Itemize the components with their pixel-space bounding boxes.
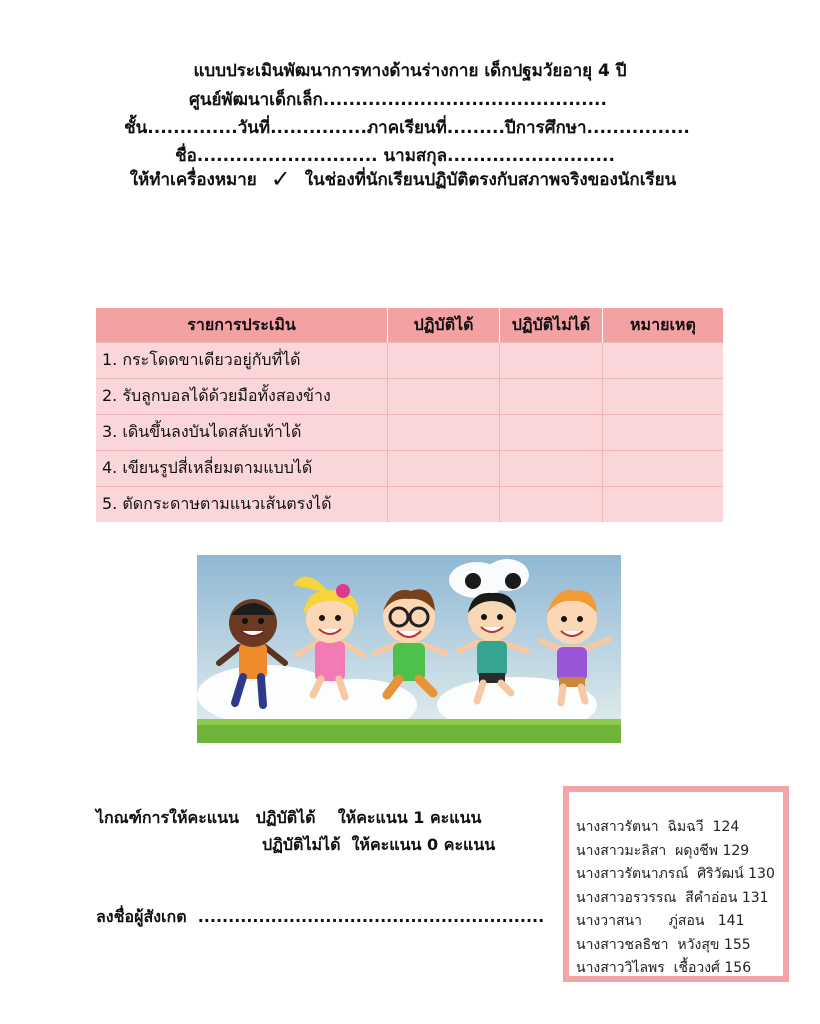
item-cell: 1. กระโดดขาเดียวอยู่กับที่ได้ <box>96 343 388 379</box>
item-cell: 2. รับลูกบอลได้ด้วยมือทั้งสองข้าง <box>96 379 388 415</box>
remark-cell[interactable] <box>602 379 723 415</box>
jumping-children-illustration <box>197 555 621 743</box>
author-name: นางสาวรัตนา ฉิมฉวี 124 <box>576 819 740 835</box>
remark-cell[interactable] <box>602 343 723 379</box>
assessment-table <box>96 308 723 522</box>
item-cell: 4. เขียนรูปสี่เหลี่ยมตามแบบได้ <box>96 451 388 487</box>
center-line-text: ศูนย์พัฒนาเด็กเล็ก............................................ <box>189 90 607 110</box>
can-do-cell[interactable] <box>388 415 500 451</box>
remark-cell[interactable] <box>602 487 723 523</box>
author-name: นางสาวชลธิชา หวังสุข 155 <box>576 936 751 953</box>
form-title-text: แบบประเมินพัฒนาการทางด้านร่างกาย เด็กปฐมวัยอายุ 4 ปี <box>193 61 627 81</box>
header-can-do: ปฏิบัติได้ <box>388 308 500 343</box>
student-name-line <box>0 145 805 167</box>
table-header-row <box>96 308 723 343</box>
item-cell: 5. ตัดกระดาษตามแนวเส้นตรงได้ <box>96 487 388 523</box>
can-do-cell[interactable] <box>388 379 500 415</box>
center-line <box>0 89 808 111</box>
table-row <box>96 451 723 487</box>
cannot-do-cell[interactable] <box>500 343 603 379</box>
table-row <box>96 415 723 451</box>
cannot-do-cell[interactable] <box>500 379 603 415</box>
can-do-cell[interactable] <box>388 487 500 523</box>
instruction-before: ให้ทำเครื่องหมาย <box>129 170 257 190</box>
remark-cell[interactable] <box>602 415 723 451</box>
class-date-text: ชั้น..............วันที่...............ภาคเรียนที่.........ปีการศึกษา................ <box>124 118 690 138</box>
checkmark-icon: ✓ <box>270 165 291 193</box>
header-remark: หมายเหตุ <box>602 308 723 343</box>
instruction-line <box>0 165 813 193</box>
authors-box <box>563 786 789 982</box>
can-do-cell[interactable] <box>388 451 500 487</box>
header-cannot-do: ปฏิบัติไม่ได้ <box>500 308 603 343</box>
cannot-do-cell[interactable] <box>500 451 603 487</box>
table-row <box>96 487 723 523</box>
header-item: รายการประเมิน <box>96 308 388 343</box>
form-title <box>0 60 820 82</box>
can-do-cell[interactable] <box>388 343 500 379</box>
item-cell: 3. เดินขึ้นลงบันไดสลับเท้าได้ <box>96 415 388 451</box>
cannot-do-cell[interactable] <box>500 415 603 451</box>
remark-cell[interactable] <box>602 451 723 487</box>
cannot-do-cell[interactable] <box>500 487 603 523</box>
table-row <box>96 379 723 415</box>
scoring-criteria-line-2: ปฏิบัติไม่ได้ ให้คะแนน 0 คะแนน <box>262 835 496 854</box>
grass <box>197 723 621 743</box>
table-row <box>96 343 723 379</box>
instruction-after: ในช่องที่นักเรียนปฏิบัติตรงกับสภาพจริงของนักเรียน <box>304 170 677 190</box>
author-name: นางสาวอรวรรณ สีคำอ่อน 131 <box>576 889 769 906</box>
scoring-criteria-line-1: ไกณฑ์การให้คะแนน ปฏิบัติได้ ให้คะแนน 1 คะแนน <box>96 808 482 827</box>
class-date-line <box>0 117 817 139</box>
author-name: นางวาสนา ภู่สอน 141 <box>576 913 745 929</box>
student-name-text: ชื่อ............................ นามสกุล.......................... <box>175 146 615 166</box>
observer-signature-line: ลงชื่อผู้สังเกต ......................................................... <box>96 907 545 926</box>
author-name: นางสาวมะลิสา ผดุงชีพ 129 <box>576 842 750 859</box>
author-name: นางสาวรัตนาภรณ์ ศิริวัฒน์ 130 <box>576 866 775 882</box>
author-name: นางสาววิไลพร เชื้อวงศ์ 156 <box>576 960 752 976</box>
